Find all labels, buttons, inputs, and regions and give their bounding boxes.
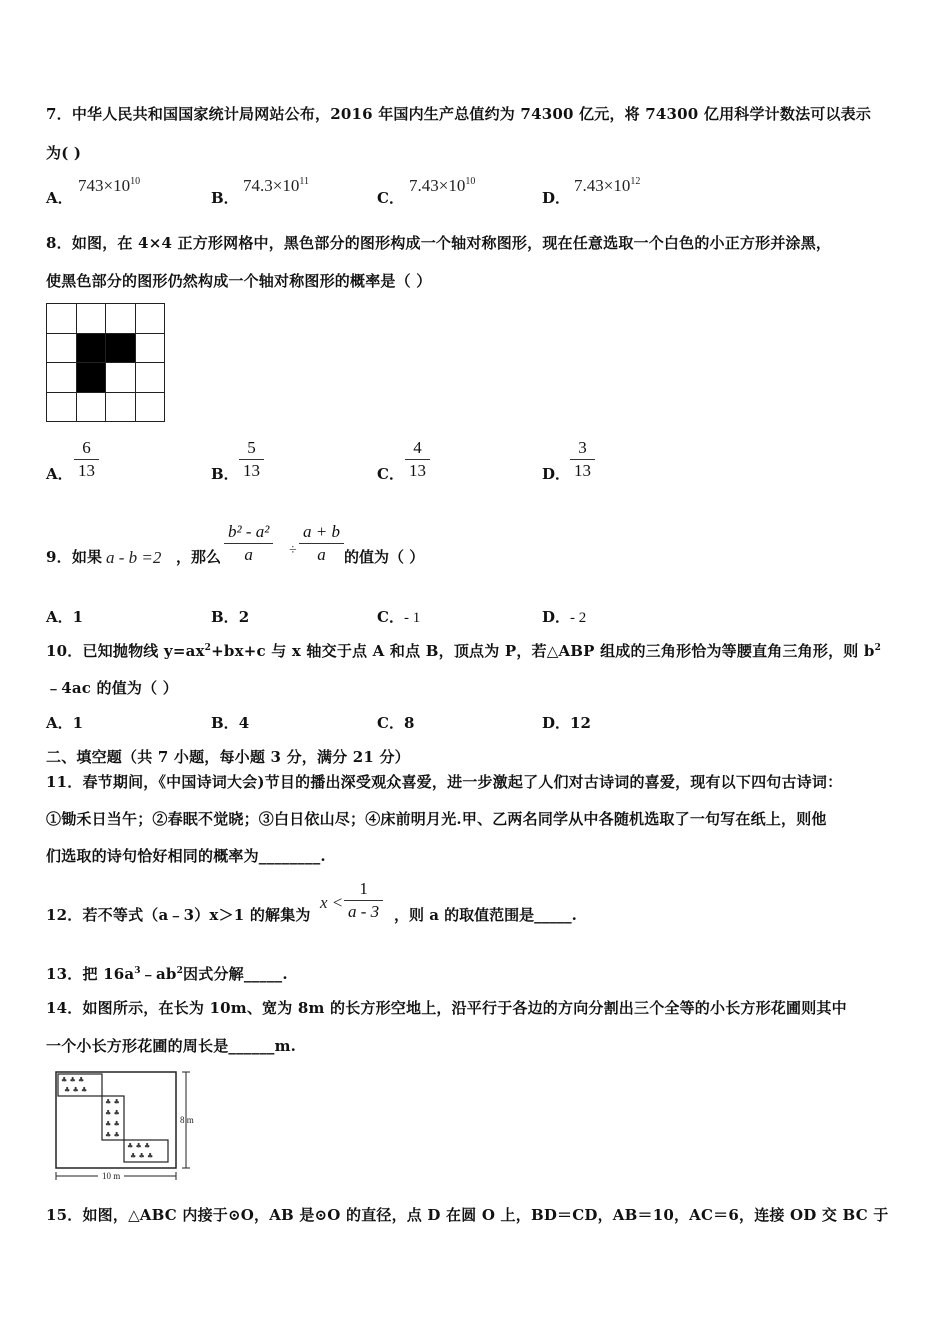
- q15-stem-line1: 15．如图，△ABC 内接于⊙O，AB 是⊙O 的直径，点 D 在圆 O 上，BD＝CD，AB＝10，AC＝6，连接 OD 交 BC 于: [46, 1206, 889, 1224]
- grid-cell: [105, 362, 136, 393]
- q14-width-label: 10 m: [102, 1171, 121, 1181]
- grid-cell: [105, 392, 136, 423]
- svg-text:♣ ♣ ♣: ♣ ♣ ♣: [127, 1142, 151, 1150]
- q11-stem-line1: 11．春节期间，《中国诗词大会)节目的播出深受观众喜爱，进一步激起了人们对古诗词的喜爱，现有以下四句古诗词：: [46, 773, 843, 791]
- grid-cell: [76, 333, 107, 364]
- svg-text:♣ ♣ ♣: ♣ ♣ ♣: [64, 1086, 88, 1094]
- grid-cell: [46, 392, 77, 423]
- grid-cell: [135, 333, 166, 364]
- q8-option-b-fraction: 5 13: [239, 438, 264, 481]
- q9-option-b: B．2: [211, 608, 250, 626]
- q9-divide-sign: ÷: [289, 543, 297, 558]
- q10-stem-line2: ﹣4ac 的值为（ ）: [46, 679, 178, 697]
- q10-option-b: B．4: [211, 714, 250, 732]
- q8-option-d-label: D．: [542, 465, 571, 483]
- q7-stem-line2: 为( ): [46, 144, 82, 162]
- q14-garden-diagram: [46, 1068, 206, 1186]
- q7-option-d-value: $7.43\times 10^{12}$: [574, 176, 641, 195]
- q10-option-a: A．1: [46, 714, 84, 732]
- grid-cell: [76, 392, 107, 423]
- q14-stem-line1: 14．如图所示，在长为 10m、宽为 8m 的长方形空地上，沿平行于各边的方向分割出三个全等的小长方形花圃则其中: [46, 999, 847, 1017]
- q11-stem-line3: 们选取的诗句恰好相同的概率为________.: [46, 847, 326, 865]
- q8-option-c-label: C．: [377, 465, 404, 483]
- q11-stem-line2: ①锄禾日当午；②春眠不觉晓；③白日依山尽；④床前明月光.甲、乙两名同学从中各随机选取了一句写在纸上，则他: [46, 810, 827, 828]
- q9-option-c: C．- 1: [377, 608, 421, 626]
- svg-text:♣ ♣ ♣: ♣ ♣ ♣: [130, 1152, 154, 1160]
- q9-fraction-1: b² - a² a: [224, 522, 273, 565]
- q9-suffix: 的值为（ ）: [344, 548, 425, 566]
- grid-cell: [76, 303, 107, 334]
- q8-stem-line2: 使黑色部分的图形仍然构成一个轴对称图形的概率是（ ）: [46, 272, 432, 290]
- q9-mid: ，那么: [176, 548, 222, 566]
- q9-fraction-2: a + b a: [299, 522, 344, 565]
- q7-option-a-value: $743\times 10^{10}$: [78, 176, 141, 195]
- grid-cell: [135, 362, 166, 393]
- q7-option-a-label: A．: [46, 189, 73, 207]
- q14-garden-figure: [46, 1068, 206, 1186]
- q14-stem-line2: 一个小长方形花圃的周长是______m.: [46, 1037, 297, 1055]
- q14-height-label: 8 m: [180, 1115, 194, 1125]
- grid-cell: [135, 303, 166, 334]
- q12-prefix: 12．若不等式（a﹣3）x＞1 的解集为: [46, 906, 311, 924]
- grid-cell: [46, 303, 77, 334]
- q10-option-d: D．12: [542, 714, 591, 732]
- q7-option-d-label: D．: [542, 189, 571, 207]
- q12-fraction: 1 a - 3: [344, 879, 383, 922]
- grid-cell: [46, 333, 77, 364]
- q7-option-c-value: $7.43\times 10^{10}$: [409, 176, 476, 195]
- svg-text:♣ ♣ ♣: ♣ ♣ ♣: [61, 1076, 85, 1084]
- q13-stem: 13．把 $16a^3﹣ab^2$因式分解_____.: [46, 965, 288, 983]
- q7-option-c-label: C．: [377, 189, 404, 207]
- grid-cell: [46, 362, 77, 393]
- q8-option-d-fraction: 3 13: [570, 438, 595, 481]
- q7-stem-line1: 7．中华人民共和国国家统计局网站公布，2016 年国内生产总值约为 74300 亿元，将 74300 亿用科学计数法可以表示: [46, 105, 872, 123]
- section-fill-blank-title: 二、填空题（共 7 小题，每小题 3 分，满分 21 分）: [46, 748, 410, 766]
- svg-text:♣ ♣: ♣ ♣: [105, 1131, 120, 1139]
- svg-text:♣ ♣: ♣ ♣: [105, 1098, 120, 1106]
- q10-stem-line1: 10．已知抛物线 $y=ax^2+bx+c$ 与 x 轴交于点 A 和点 B，顶点为 P，若△ABP 组成的三角形恰为等腰直角三角形，则 $b^2$: [46, 642, 882, 660]
- q9-condition: a - b =2: [106, 548, 162, 567]
- q9-prefix: 9．如果: [46, 548, 103, 566]
- q8-option-a-label: A．: [46, 465, 73, 483]
- grid-cell: [76, 362, 107, 393]
- grid-cell: [105, 303, 136, 334]
- q9-option-a: A．1: [46, 608, 84, 626]
- q12-lhs: x <: [320, 893, 344, 912]
- svg-text:♣ ♣: ♣ ♣: [105, 1120, 120, 1128]
- q7-option-b-value: $74.3\times 10^{11}$: [243, 176, 309, 195]
- q8-grid-figure: [46, 303, 164, 421]
- q8-option-c-fraction: 4 13: [405, 438, 430, 481]
- q9-option-d: D．- 2: [542, 608, 587, 626]
- svg-text:♣ ♣: ♣ ♣: [105, 1109, 120, 1117]
- grid-cell: [135, 392, 166, 423]
- q8-option-b-label: B．: [211, 465, 239, 483]
- q7-option-b-label: B．: [211, 189, 239, 207]
- grid-cell: [105, 333, 136, 364]
- q8-stem-line1: 8．如图，在 4×4 正方形网格中，黑色部分的图形构成一个轴对称图形，现在任意选取一个白色的小正方形并涂黑，: [46, 234, 832, 252]
- q10-option-c: C．8: [377, 714, 415, 732]
- q12-suffix: ，则 a 的取值范围是_____.: [394, 906, 577, 924]
- q8-option-a-fraction: 6 13: [74, 438, 99, 481]
